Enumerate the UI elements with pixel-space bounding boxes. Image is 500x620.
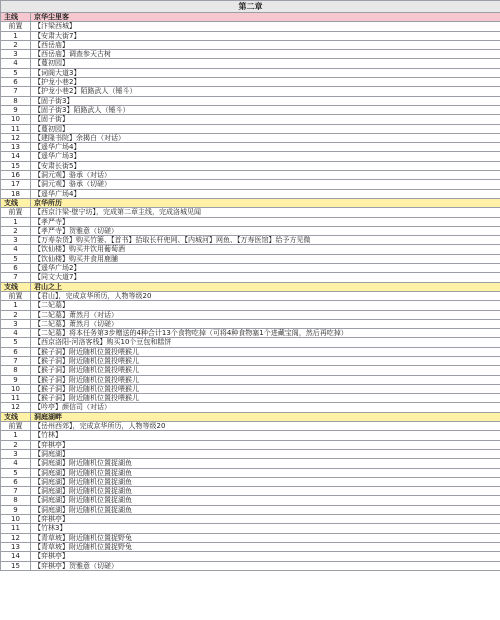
step-text: 【弈棋亭】: [31, 515, 500, 524]
table-row: [1, 366, 500, 375]
step-number: 7: [1, 273, 31, 282]
step-number: 14: [1, 552, 31, 561]
step-text: 【猴子洞】附近随机位置投喂猴儿: [31, 384, 500, 393]
table-row: [1, 431, 500, 440]
table-row: [1, 217, 500, 226]
table-row: [1, 542, 500, 551]
step-text: 【青草坡】附近随机位置捉野兔: [31, 542, 500, 551]
section-header-row: [1, 198, 500, 207]
table-row: [1, 87, 500, 96]
step-number: 4: [1, 245, 31, 254]
step-number: 17: [1, 180, 31, 189]
table-row: [1, 264, 500, 273]
step-text: 【二妃墓】: [31, 301, 500, 310]
step-text: 【西岳庙】调查参天古树: [31, 50, 500, 59]
table-row: [1, 143, 500, 152]
step-number: 3: [1, 449, 31, 458]
step-text: 【西岳庙】: [31, 40, 500, 49]
step-number: 8: [1, 496, 31, 505]
step-text: 【固子街3】陌路武人（锤斗）: [31, 105, 500, 114]
step-text: 【洞庭湖】附近随机位置捉湖鱼: [31, 496, 500, 505]
step-number: 12: [1, 133, 31, 142]
step-text: 【洞庭湖】附近随机位置捉湖鱼: [31, 459, 500, 468]
step-number: 18: [1, 189, 31, 198]
step-text: 【遥华广场3】: [31, 152, 500, 161]
table-row: [1, 161, 500, 170]
table-row: [1, 487, 500, 496]
step-number: 16: [1, 171, 31, 180]
step-text: 【建隆书院】余揭白（对话）: [31, 133, 500, 142]
step-text: 【猴子洞】附近随机位置投喂猴儿: [31, 356, 500, 365]
table-row: [1, 78, 500, 87]
table-row: [1, 40, 500, 49]
step-text: 【蔓初园】: [31, 59, 500, 68]
chapter-header-row: [1, 1, 500, 13]
section-type-label: 支线: [1, 282, 31, 291]
table-row: [1, 403, 500, 412]
step-number: 3: [1, 50, 31, 59]
step-text: 【洞庭湖】附近随机位置捉湖鱼: [31, 468, 500, 477]
table-row: [1, 171, 500, 180]
step-number: 2: [1, 440, 31, 449]
step-text: 【洞庭湖】附近随机位置捉湖鱼: [31, 505, 500, 514]
step-text: 【二妃墓】萧然月（切磋）: [31, 319, 500, 328]
step-number: 前置: [1, 422, 31, 431]
table-row: [1, 515, 500, 524]
step-number: 1: [1, 431, 31, 440]
section-type-label: 主线: [1, 13, 31, 22]
step-text: 【猴子洞】附近随机位置投喂猴儿: [31, 347, 500, 356]
table-row: [1, 236, 500, 245]
chapter-title: 第二章: [1, 1, 500, 13]
step-text: 【汴梁西城】: [31, 22, 500, 31]
table-row: [1, 505, 500, 514]
step-text: 【二妃墓】将本任务第3步赠送的4种合计13个食物吃掉（可将4种食物塞1个进藏宝阁，然后再吃掉）: [31, 329, 500, 338]
step-number: 1: [1, 31, 31, 40]
section-type-label: 支线: [1, 412, 31, 421]
step-text: 【遥华广场4】: [31, 143, 500, 152]
step-number: 11: [1, 124, 31, 133]
step-text: 【固子街3】: [31, 96, 500, 105]
table-row: [1, 273, 500, 282]
table-row: [1, 561, 500, 570]
table-row: [1, 152, 500, 161]
step-number: 2: [1, 40, 31, 49]
step-number: 3: [1, 236, 31, 245]
step-number: 6: [1, 347, 31, 356]
step-number: 11: [1, 394, 31, 403]
table-row: [1, 68, 500, 77]
step-number: 5: [1, 254, 31, 263]
step-number: 7: [1, 487, 31, 496]
step-text: 【护龙小巷2】: [31, 78, 500, 87]
step-number: 15: [1, 161, 31, 170]
table-row: [1, 468, 500, 477]
step-number: 8: [1, 366, 31, 375]
section-name: 京华所历: [31, 198, 500, 207]
step-number: 前置: [1, 208, 31, 217]
table-row: [1, 180, 500, 189]
table-row: [1, 384, 500, 393]
section-type-label: 支线: [1, 198, 31, 207]
table-row: [1, 347, 500, 356]
step-number: 12: [1, 533, 31, 542]
table-row: [1, 533, 500, 542]
section-name: 君山之上: [31, 282, 500, 291]
step-number: 10: [1, 384, 31, 393]
step-number: 6: [1, 264, 31, 273]
table-row: [1, 208, 500, 217]
step-number: 5: [1, 468, 31, 477]
step-text: 【猴子洞】附近随机位置投喂猴儿: [31, 394, 500, 403]
step-text: 【竹林】: [31, 431, 500, 440]
step-text: 【同文大道7】: [31, 273, 500, 282]
table-row: [1, 96, 500, 105]
table-row: [1, 105, 500, 114]
table-row: [1, 254, 500, 263]
step-number: 3: [1, 319, 31, 328]
step-text: 【安肃长街5】: [31, 161, 500, 170]
step-number: 11: [1, 524, 31, 533]
step-text: 【遥华广场2】: [31, 264, 500, 273]
table-row: [1, 319, 500, 328]
table-row: [1, 375, 500, 384]
table-row: [1, 22, 500, 31]
step-number: 10: [1, 115, 31, 124]
step-text: 【洞元观】骆承（对话）: [31, 171, 500, 180]
step-text: 【西京汴梁-壁宁坊】，完成第二章主线，完成洛城见闻: [31, 208, 500, 217]
step-number: 4: [1, 459, 31, 468]
step-number: 6: [1, 78, 31, 87]
step-number: 7: [1, 87, 31, 96]
table-row: [1, 329, 500, 338]
step-text: 【青草坡】附近随机位置捉野兔: [31, 533, 500, 542]
step-number: 4: [1, 59, 31, 68]
step-text: 【弈棋亭】: [31, 440, 500, 449]
table-row: [1, 291, 500, 300]
table-row: [1, 301, 500, 310]
table-row: [1, 477, 500, 486]
table-row: [1, 124, 500, 133]
step-text: 【固子街】: [31, 115, 500, 124]
step-text: 【安肃大街7】: [31, 31, 500, 40]
step-text: 【西京洛阳-河洛客栈】购买10个豆包和糕饼: [31, 338, 500, 347]
step-text: 【洞庭湖】附近随机位置捉湖鱼: [31, 477, 500, 486]
table-row: [1, 189, 500, 198]
table-row: [1, 440, 500, 449]
table-row: [1, 50, 500, 59]
table-row: [1, 338, 500, 347]
table-row: [1, 422, 500, 431]
table-row: [1, 245, 500, 254]
step-text: 【君山】，完成京华所历，人物等级20: [31, 291, 500, 300]
step-number: 12: [1, 403, 31, 412]
step-text: 【孝严寺】: [31, 217, 500, 226]
step-text: 【万寿杂货】购买竹篓、【首书】拾取长杆兜网、【内城河】网鱼、【万寿医馆】给予方见微: [31, 236, 500, 245]
step-text: 【竹林3】: [31, 524, 500, 533]
table-row: [1, 524, 500, 533]
step-number: 14: [1, 152, 31, 161]
step-number: 2: [1, 310, 31, 319]
table-row: [1, 59, 500, 68]
step-number: 13: [1, 143, 31, 152]
table-row: [1, 115, 500, 124]
step-number: 5: [1, 338, 31, 347]
step-number: 10: [1, 515, 31, 524]
step-number: 9: [1, 505, 31, 514]
table-row: [1, 310, 500, 319]
step-text: 【吟亭】颜信司（对话）: [31, 403, 500, 412]
step-number: 15: [1, 561, 31, 570]
section-header-row: [1, 13, 500, 22]
step-text: 【洞庭湖】附近随机位置捉湖鱼: [31, 487, 500, 496]
table-row: [1, 356, 500, 365]
step-number: 1: [1, 217, 31, 226]
table-row: [1, 496, 500, 505]
step-number: 6: [1, 477, 31, 486]
step-text: 【岳州西郊】，完成京华所历，人物等级20: [31, 422, 500, 431]
step-number: 7: [1, 356, 31, 365]
step-text: 【遥华广场4】: [31, 189, 500, 198]
table-row: [1, 31, 500, 40]
quest-table-body: [1, 1, 500, 571]
section-header-row: [1, 412, 500, 421]
step-text: 【护龙小巷2】陌路武人（锤斗）: [31, 87, 500, 96]
step-text: 【猴子洞】附近随机位置投喂猴儿: [31, 366, 500, 375]
section-name: 洞庭湖畔: [31, 412, 500, 421]
step-number: 8: [1, 96, 31, 105]
step-text: 【蔓初园】: [31, 124, 500, 133]
step-number: 1: [1, 301, 31, 310]
step-text: 【孝严寺】贺雅意（切磋）: [31, 226, 500, 235]
step-number: 9: [1, 105, 31, 114]
step-text: 【饮仙楼】购买井食用鹿脯: [31, 254, 500, 263]
step-number: 4: [1, 329, 31, 338]
table-row: [1, 459, 500, 468]
step-text: 【猴子洞】附近随机位置投喂猴儿: [31, 375, 500, 384]
section-header-row: [1, 282, 500, 291]
section-name: 京华尘里客: [31, 13, 500, 22]
step-number: 5: [1, 68, 31, 77]
step-number: 前置: [1, 22, 31, 31]
table-row: [1, 226, 500, 235]
step-number: 9: [1, 375, 31, 384]
step-text: 【弈棋亭】: [31, 552, 500, 561]
table-row: [1, 133, 500, 142]
step-text: 【二妃墓】萧然月（对话）: [31, 310, 500, 319]
step-text: 【词阁大道3】: [31, 68, 500, 77]
table-row: [1, 552, 500, 561]
table-row: [1, 394, 500, 403]
step-text: 【洞庭湖】: [31, 449, 500, 458]
step-text: 【弈棋亭】贺雅意（切磋）: [31, 561, 500, 570]
table-row: [1, 449, 500, 458]
step-text: 【洞元观】骆承（切磋）: [31, 180, 500, 189]
step-number: 前置: [1, 291, 31, 300]
step-number: 13: [1, 542, 31, 551]
step-number: 2: [1, 226, 31, 235]
step-text: 【饮仙楼】购买井饮用葡萄酒: [31, 245, 500, 254]
